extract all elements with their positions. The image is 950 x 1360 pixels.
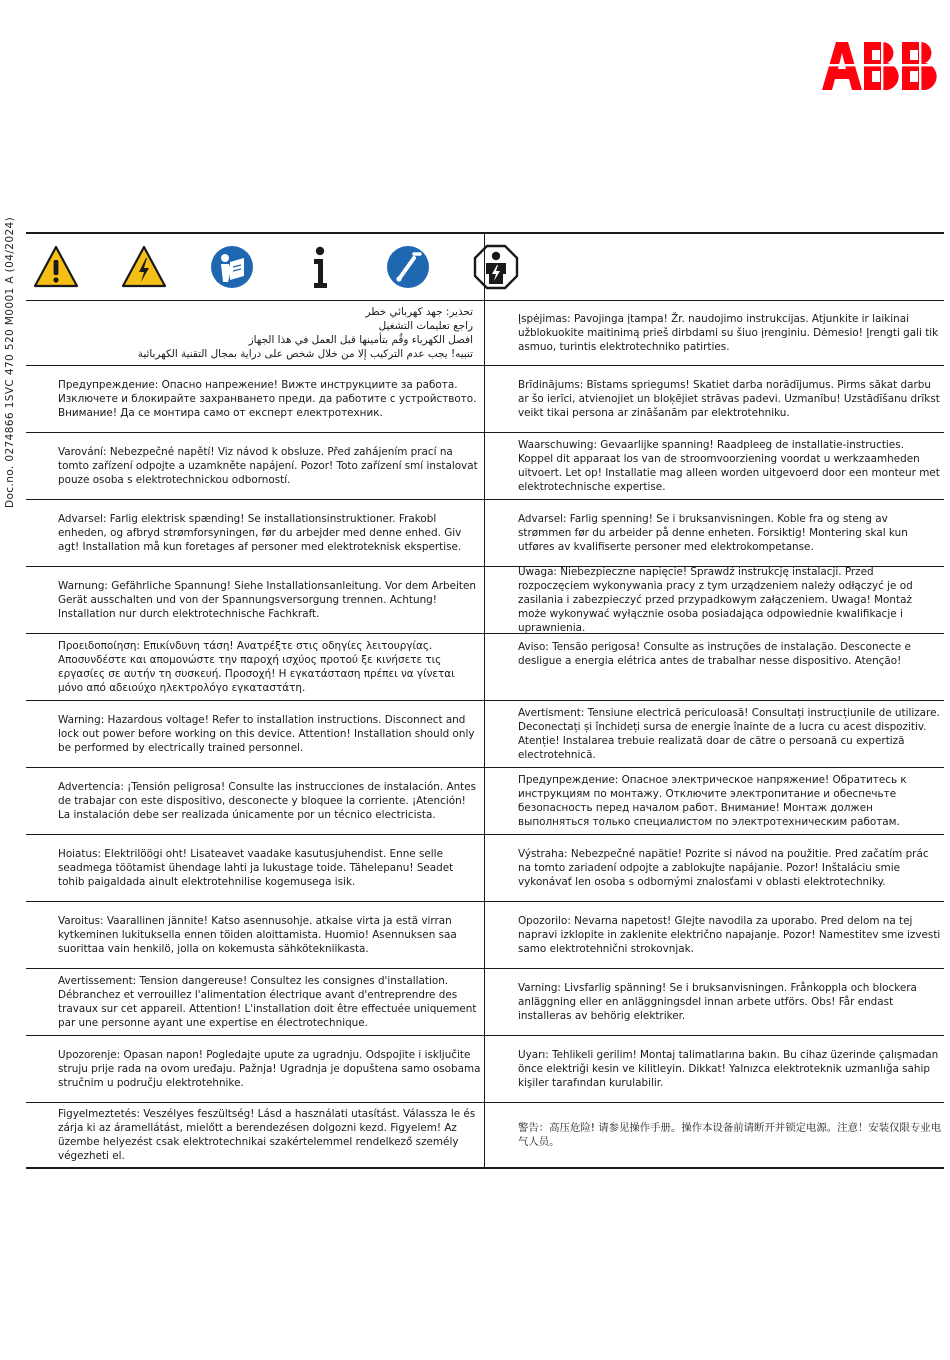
warning-text: Varování: Nebezpečné napětí! Viz návod k obsluze. Před zahájením prací na tomto zařízení odpojte a uzamkněte napájení. Pozor! Toto zařízení smí instalovat pouze osoba s elektrotechnickou odborností. xyxy=(58,446,478,486)
warning-text: Avertissement: Tension dangereuse! Consultez les consignes d'installation. Débranchez et verrouillez l'alimentation électrique avant d'entreprendre des travaux sur cet appareil. Attention! L'installation doit être effectuée uniquement par une personne ayant une expertise en électrotechnique. xyxy=(58,975,477,1029)
warning-text: Upozorenje: Opasan napon! Pogledajte upute za ugradnju. Odspojite i isključite struju prije rada na ovom uređaju. Pažnja! Ugradnja je dopuštena samo osobama stručnim u području elektrotehnike. xyxy=(58,1049,481,1089)
warning-text: Hoiatus: Elektrilöögi oht! Lisateavet vaadake kasutusjuhendist. Enne selle seadmega töötamist ühendage lahti ja lukustage toide. Tähelepanu! Seadet tohib paigaldada ainult elektrotehnilise kogemusega isik. xyxy=(58,848,454,888)
abb-logo xyxy=(822,42,942,90)
column-divider xyxy=(484,234,485,1167)
warning-text: Предупреждение: Опасное электрическое напряжение! Обратитесь к инструкциям по монтажу. Отключите электропитание и обеспечьте безопасность перед началом работ. Внимание! Монтаж должен выполняться только специалистом по электротехническим работам. xyxy=(518,774,907,828)
warning-text: Advarsel: Farlig spenning! Se i bruksanvisningen. Koble fra og steng av strømmen før du arbeider på denne enheten. Forsiktig! Montering skal kun utføres av kvalifiserte personer med elektrokompetanse. xyxy=(518,513,908,553)
pictogram-row xyxy=(26,234,944,301)
warning-text: Προειδοποίηση: Επικίνδυνη τάση! Ανατρέξτε στις οδηγίες λειτουργίας. Αποσυνδέστε και απομονώστε την παροχή ισχύος προτού ξε κινήσετε τις εργασίες σε αυτήν τη συσκευή. Προσοχή! Η εγκατάσταση πρέπει να γίνεται μόνο από αδειούχο ηλεκτρολόγο εγκαταστάτη. xyxy=(58,640,455,694)
warning-text: Предупреждение: Опасно напрежение! Вижте инструкциите за работа. Изключете и блокирайте захранването преди. да работите с устройството. Внимание! Да се монтира само от експерт електротехник. xyxy=(58,379,477,419)
arabic-line: تحذير: جهد كهربائي خطر xyxy=(365,306,473,318)
warning-text: Aviso: Tensão perigosa! Consulte as instruções de instalação. Desconecte e desligue a energia elétrica antes de trabalhar nesse dispositivo. Atenção! xyxy=(518,641,911,667)
electric-hazard-icon xyxy=(120,243,168,291)
pictogram-empty-cell xyxy=(485,234,944,300)
warning-row xyxy=(26,969,944,1036)
document-number: Doc.no. 0274866 1SVC 470 520 M0001 A (04/2024) xyxy=(4,216,16,508)
warning-row xyxy=(26,500,944,567)
arabic-line: افصل الكهرباء وقُم بتأمينها قبل العمل في هذا الجهاز xyxy=(248,334,473,346)
warning-row xyxy=(26,701,944,768)
warning-row xyxy=(26,366,944,433)
warning-text: Įspėjimas: Pavojinga įtampa! Žr. naudojimo instrukcijas. Atjunkite ir laikinai užblokuokite maitinimą prieš dirbdami su šiuo įrenginiu. Dėmesio! Įrengti gali tik asmuo, turintis elektrotechniko patirties. xyxy=(518,313,939,353)
warning-row xyxy=(26,902,944,969)
warning-text-arabic xyxy=(26,301,485,365)
warning-text: Varoitus: Vaarallinen jännite! Katso asennusohje. atkaise virta ja estä virran kytkeminen lukituksella ennen töiden aloittamista. Huomio! Asennuksen saa suorittaa vain henkilö, jolla on kokemusta sähkötekniikasta. xyxy=(58,915,457,955)
warning-row xyxy=(26,634,944,701)
warning-text: Warnung: Gefährliche Spannung! Siehe Installationsanleitung. Vor dem Arbeiten Gerät ausschalten und von der Spannungsversorgung trennen. Achtung! Installation nur durch elektrotechnische Fachkraft. xyxy=(58,580,476,620)
safety-warnings-table xyxy=(26,232,944,1169)
warning-text: Varning: Livsfarlig spänning! Se i bruksanvisningen. Frånkoppla och blockera anläggning eller en anläggningsdel innan arbete utförs. Obs! Får endast installeras av behörig elektriker. xyxy=(518,982,917,1022)
warning-text: 警告：高压危险! 请参见操作手册。操作本设备前请断开并锁定电源。注意！安装仅限专业电气人员。 xyxy=(518,1122,942,1148)
warning-text: Brīdinājums: Bīstams spriegums! Skatiet darba norādījumus. Pirms sākat darbu ar šo ierīci, atvienojiet un bloķējiet strāvas padevi. Uzmanību! Uzstādīšanu drīkst veikt tikai persona ar zināšanām par elektrotehniku. xyxy=(518,379,940,419)
warning-row xyxy=(26,1036,944,1103)
warning-row xyxy=(26,567,944,634)
warning-text: Výstraha: Nebezpečné napätie! Pozrite si návod na použitie. Pred začatím prác na tomto zariadení odpojte a zablokujte napájanie. Pozor! Inštaláciu smie vykonávať len osoba s odbornými znalosťami v oblasti elektrotechniky. xyxy=(518,848,929,888)
warning-row xyxy=(26,301,944,366)
disconnect-power-icon xyxy=(384,243,432,291)
warning-row xyxy=(26,768,944,835)
arabic-line: راجع تعليمات التشغيل xyxy=(378,320,473,332)
warning-triangle-icon xyxy=(32,243,80,291)
warning-text: Uyarı: Tehlikeli gerilim! Montaj talimatlarına bakın. Bu cihaz üzerinde çalışmadan önce elektriği kesin ve kilitleyin. Dikkat! Yalnızca elektroteknik uzmanlığa sahip kişiler tarafından kurulabilir. xyxy=(518,1049,939,1089)
info-icon xyxy=(296,243,344,291)
warning-text: Advertencia: ¡Tensión peligrosa! Consulte las instrucciones de instalación. Antes de trabajar con este dispositivo, desconecte y bloquee la corriente. ¡Atención! La instalación debe ser realizada únicamente por un técnico electricista. xyxy=(58,781,477,821)
warning-text: Figyelmeztetés: Veszélyes feszültség! Lásd a használati utasítást. Válassza le és zárja ki az áramellátást, mielőtt a berendezésen dolgozni kezd. Figyelem! Az üzembe helyezést csak elektrotechnikai szakértelemmel rendelkező személy végezheti el. xyxy=(58,1108,476,1162)
arabic-line: تنبيه! يجب عدم التركيب إلا من خلال شخص على دراية بمجال التقنية الكهربائية xyxy=(137,348,473,360)
warning-text: Uwaga: Niebezpieczne napięcie! Sprawdź instrukcję instalacji. Przed rozpoczęciem wykonywania pracy z tym urządzeniem należy odłączyć je od zasilania i zabezpieczyć przed przypadkowym załączeniem. Uwaga! Montaż może wykonywać wyłącznie osoba posiadająca odpowiednie kwalifikacje i uprawnienia. xyxy=(518,566,913,634)
warning-text: Warning: Hazardous voltage! Refer to installation instructions. Disconnect and lock out power before working on this device. Attention! Installation should only be performed by electrically trained personnel. xyxy=(58,714,475,754)
warning-text: Opozorilo: Nevarna napetost! Glejte navodila za uporabo. Pred delom na tej napravi izklopite in zaklenite električno napajanje. Pozor! Namestitev sme izvesti samo elektrotehnični strokovnjak. xyxy=(518,915,941,955)
warning-row xyxy=(26,835,944,902)
warning-text: Advarsel: Farlig elektrisk spænding! Se installationsinstruktioner. Frakobl enheden, og afbryd strømforsyningen, før du arbejder med denne enhed. Giv agt! Installation må kun foretages af personer med elektroteknisk ekspertise. xyxy=(58,513,462,553)
warning-text: Waarschuwing: Gevaarlijke spanning! Raadpleeg de installatie-instructies. Koppel dit apparaat los van de stroomvoorziening voordat u werkzaamheden uitvoert. Let op! Installatie mag alleen worden uitgevoerd door een monteur met elektrotechnische expertise. xyxy=(518,439,940,493)
warning-row xyxy=(26,433,944,500)
read-manual-icon xyxy=(208,243,256,291)
warning-row xyxy=(26,1103,944,1167)
warning-text: Avertisment: Tensiune electrică periculoasă! Consultați instrucțiunile de utilizare. Deconectați și închideți sursa de energie înainte de a lucra cu acest dispozitiv. Atenție! Instalarea trebuie realizată doar de către o persoană cu expertiză electrotehnică. xyxy=(518,707,940,761)
